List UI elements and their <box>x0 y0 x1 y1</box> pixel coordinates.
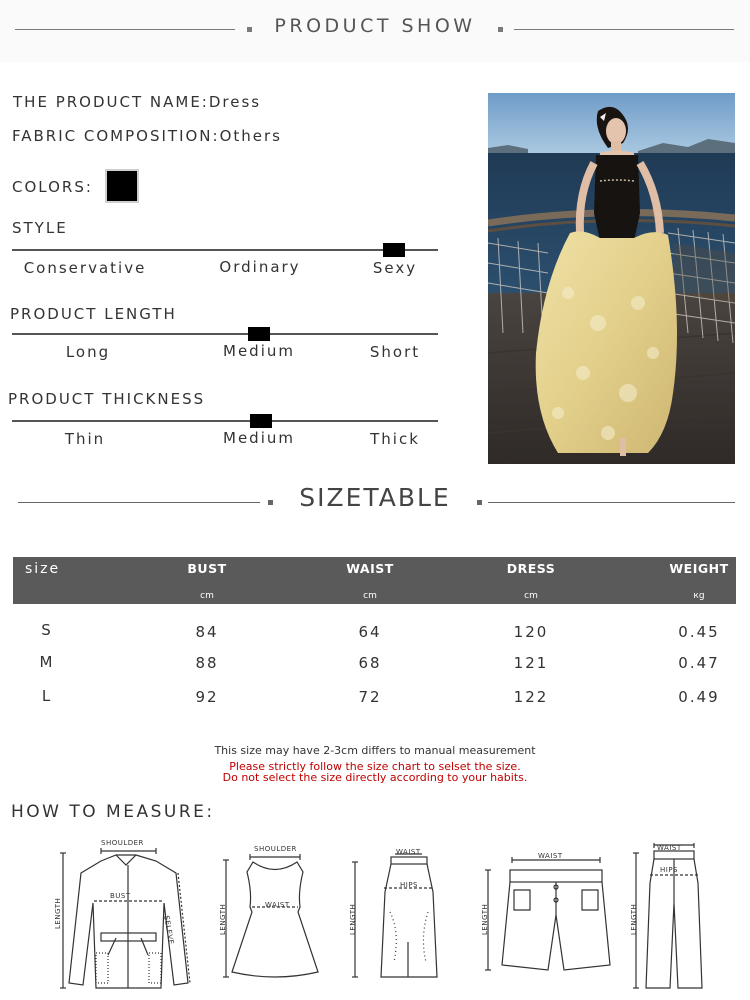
table-row-size: M <box>39 653 53 671</box>
dress-waist-label: WAIST <box>265 901 290 909</box>
measurement-note: This size may have 2-3cm differs to manual measurement <box>214 744 536 757</box>
dress-unit: cm <box>524 591 538 601</box>
table-cell-dress: 120 <box>513 623 549 641</box>
thickness-scale-marker <box>250 414 272 428</box>
style-scale-title: STYLE <box>12 219 68 237</box>
jacket-sleeve-label: SELEVE <box>162 915 176 946</box>
header-dot-right <box>498 27 503 32</box>
thickness-option-thin: Thin <box>64 430 106 448</box>
size-column-header: size <box>25 561 61 577</box>
table-cell-dress: 122 <box>513 688 549 706</box>
style-option-sexy: Sexy <box>372 259 418 277</box>
table-cell-dress: 121 <box>513 654 549 672</box>
thickness-scale-title: PRODUCT THICKNESS <box>8 390 206 408</box>
fabric-composition-label: FABRIC COMPOSITION:Others <box>12 127 282 145</box>
product-photo <box>488 93 735 464</box>
skirt-length-label: LENGTH <box>349 903 357 935</box>
waist-unit: cm <box>363 591 377 601</box>
style-scale-track <box>12 249 438 251</box>
how-to-measure-title: HOW TO MEASURE: <box>11 802 215 822</box>
weight-unit: кg <box>693 591 705 601</box>
length-option-long: Long <box>65 343 111 361</box>
length-scale-title: PRODUCT LENGTH <box>10 305 177 323</box>
sizetable-dot-right <box>477 500 482 505</box>
pants-waist-label: WAIST <box>657 844 682 852</box>
length-scale-track <box>12 333 438 335</box>
thickness-option-thick: Thick <box>370 430 420 448</box>
dress-length-label: LENGTH <box>219 903 227 935</box>
product-name-label: THE PRODUCT NAME:Dress <box>13 93 262 111</box>
style-scale-marker <box>383 243 405 257</box>
table-cell-bust: 92 <box>195 688 219 706</box>
table-cell-bust: 84 <box>195 623 219 641</box>
skirt-hips-label: HIPS <box>400 881 418 889</box>
jacket-diagram <box>56 843 201 993</box>
length-scale-marker <box>248 327 270 341</box>
table-row-size: S <box>41 621 51 639</box>
header-rule-right <box>514 29 734 30</box>
jacket-length-label: LENGTH <box>54 897 62 929</box>
sizetable-title: SIZETABLE <box>299 483 451 512</box>
skirt-waist-label: WAIST <box>396 848 421 856</box>
length-option-medium: Medium <box>223 342 295 360</box>
sizetable-rule-right <box>488 502 735 503</box>
jacket-shoulder-label: SHOULDER <box>101 839 144 847</box>
colors-label: COLORS: <box>12 178 93 196</box>
shorts-diagram <box>480 855 615 975</box>
pants-length-label: LENGTH <box>630 903 638 935</box>
bust-unit: cm <box>200 591 214 601</box>
table-cell-bust: 88 <box>195 654 219 672</box>
shorts-length-label: LENGTH <box>481 903 489 935</box>
table-cell-waist: 68 <box>358 654 382 672</box>
waist-column-header: WAIST <box>346 561 394 576</box>
table-cell-weight: 0.45 <box>678 623 720 641</box>
thickness-option-medium: Medium <box>223 429 295 447</box>
size-warning-1: Please strictly follow the size chart to selset the size. <box>229 760 521 773</box>
thickness-scale-track <box>12 420 438 422</box>
dress-shoulder-label: SHOULDER <box>254 845 297 853</box>
length-option-short: Short <box>369 343 421 361</box>
weight-column-header: WEIGHT <box>669 561 729 576</box>
size-warning-2: Do not select the size directly according to your habits. <box>222 771 528 784</box>
style-option-ordinary: Ordinary <box>219 258 301 276</box>
color-swatch-black[interactable] <box>105 169 139 203</box>
jacket-bust-label: BUST <box>110 892 131 900</box>
table-cell-waist: 64 <box>358 623 382 641</box>
style-option-conservative: Conservative <box>23 259 147 277</box>
table-cell-waist: 72 <box>358 688 382 706</box>
table-cell-weight: 0.47 <box>678 654 720 672</box>
page-title: PRODUCT SHOW <box>274 15 476 37</box>
skirt-diagram <box>350 852 445 982</box>
pants-hips-label: HIPS <box>660 866 678 874</box>
table-cell-weight: 0.49 <box>678 688 720 706</box>
table-row-size: L <box>41 687 51 705</box>
dress-column-header: DRESS <box>506 561 556 576</box>
bust-column-header: BUST <box>187 561 227 576</box>
shorts-waist-label: WAIST <box>538 852 563 860</box>
dress-diagram <box>218 852 326 982</box>
